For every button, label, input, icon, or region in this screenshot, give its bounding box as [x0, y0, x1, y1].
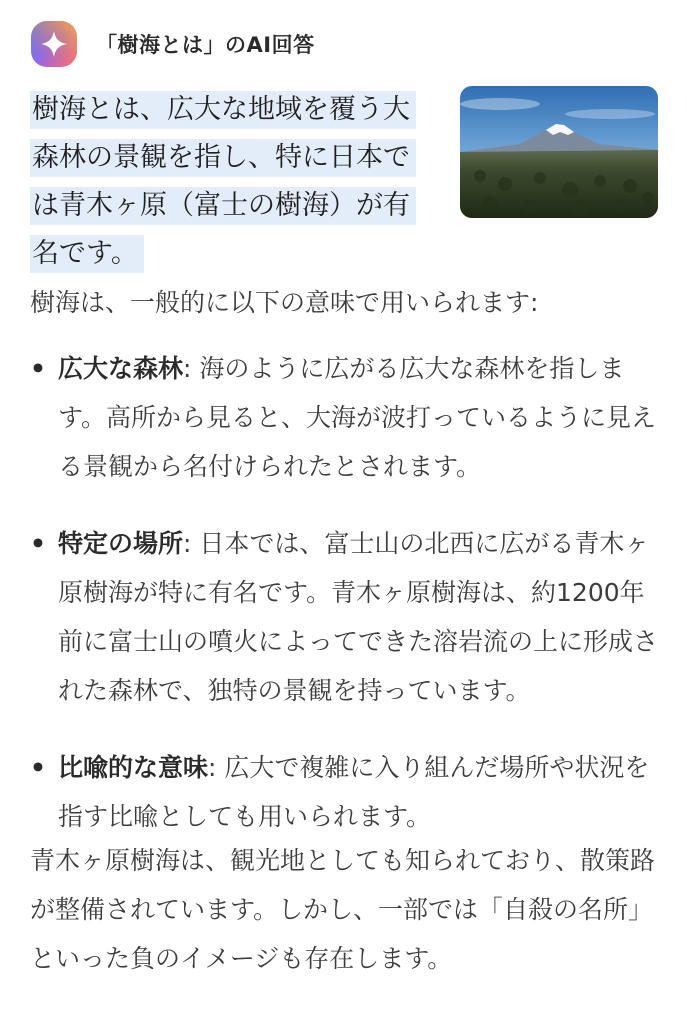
bullet-term: 広大な森林 [58, 354, 184, 383]
mount-fuji-forest-photo[interactable] [460, 86, 658, 218]
bullet-dot: • [30, 529, 46, 558]
bullet-text: : 日本では、富士山の北西に広がる青木ヶ原樹海が特に有名です。青木ヶ原樹海は、約1200年前に富士山の噴火によってできた溶岩流の上に形成された森林で、独特の景観を持っています。 [58, 529, 659, 705]
closing-paragraph: 青木ヶ原樹海は、観光地としても知られており、散策路が整備されています。しかし、一部では「自殺の名所」といった負のイメージも存在します。 [30, 846, 656, 973]
list-item [30, 344, 660, 491]
bullet-text: : 広大で複雑に入り組んだ場所や状況を指す比喩としても用いられます。 [58, 753, 650, 831]
list-item [30, 519, 660, 715]
intro-text [30, 86, 430, 278]
bullet-dot: • [30, 753, 46, 782]
answer-subtitle: 樹海は、一般的に以下の意味で用いられます: [30, 288, 539, 317]
list-item [30, 743, 660, 841]
bullet-text: : 海のように広がる広大な森林を指します。高所から見ると、大海が波打っているように見える景観から名付けられたとされます。 [58, 354, 657, 481]
ai-answer-header [30, 18, 315, 70]
bullet-term: 比喩的な意味 [58, 753, 209, 782]
bullet-dot: • [30, 354, 46, 383]
ai-sparkle-icon [30, 20, 78, 68]
highlighted-intro: 樹海とは、広大な地域を覆う大森林の景観を指し、特に日本では青木ヶ原（富士の樹海）が有名です。 [30, 91, 416, 273]
bullet-term: 特定の場所 [58, 529, 184, 558]
intro-block [30, 86, 430, 278]
answer-heading: 「樹海とは」のAI回答 [96, 33, 315, 57]
meaning-list [30, 344, 660, 869]
